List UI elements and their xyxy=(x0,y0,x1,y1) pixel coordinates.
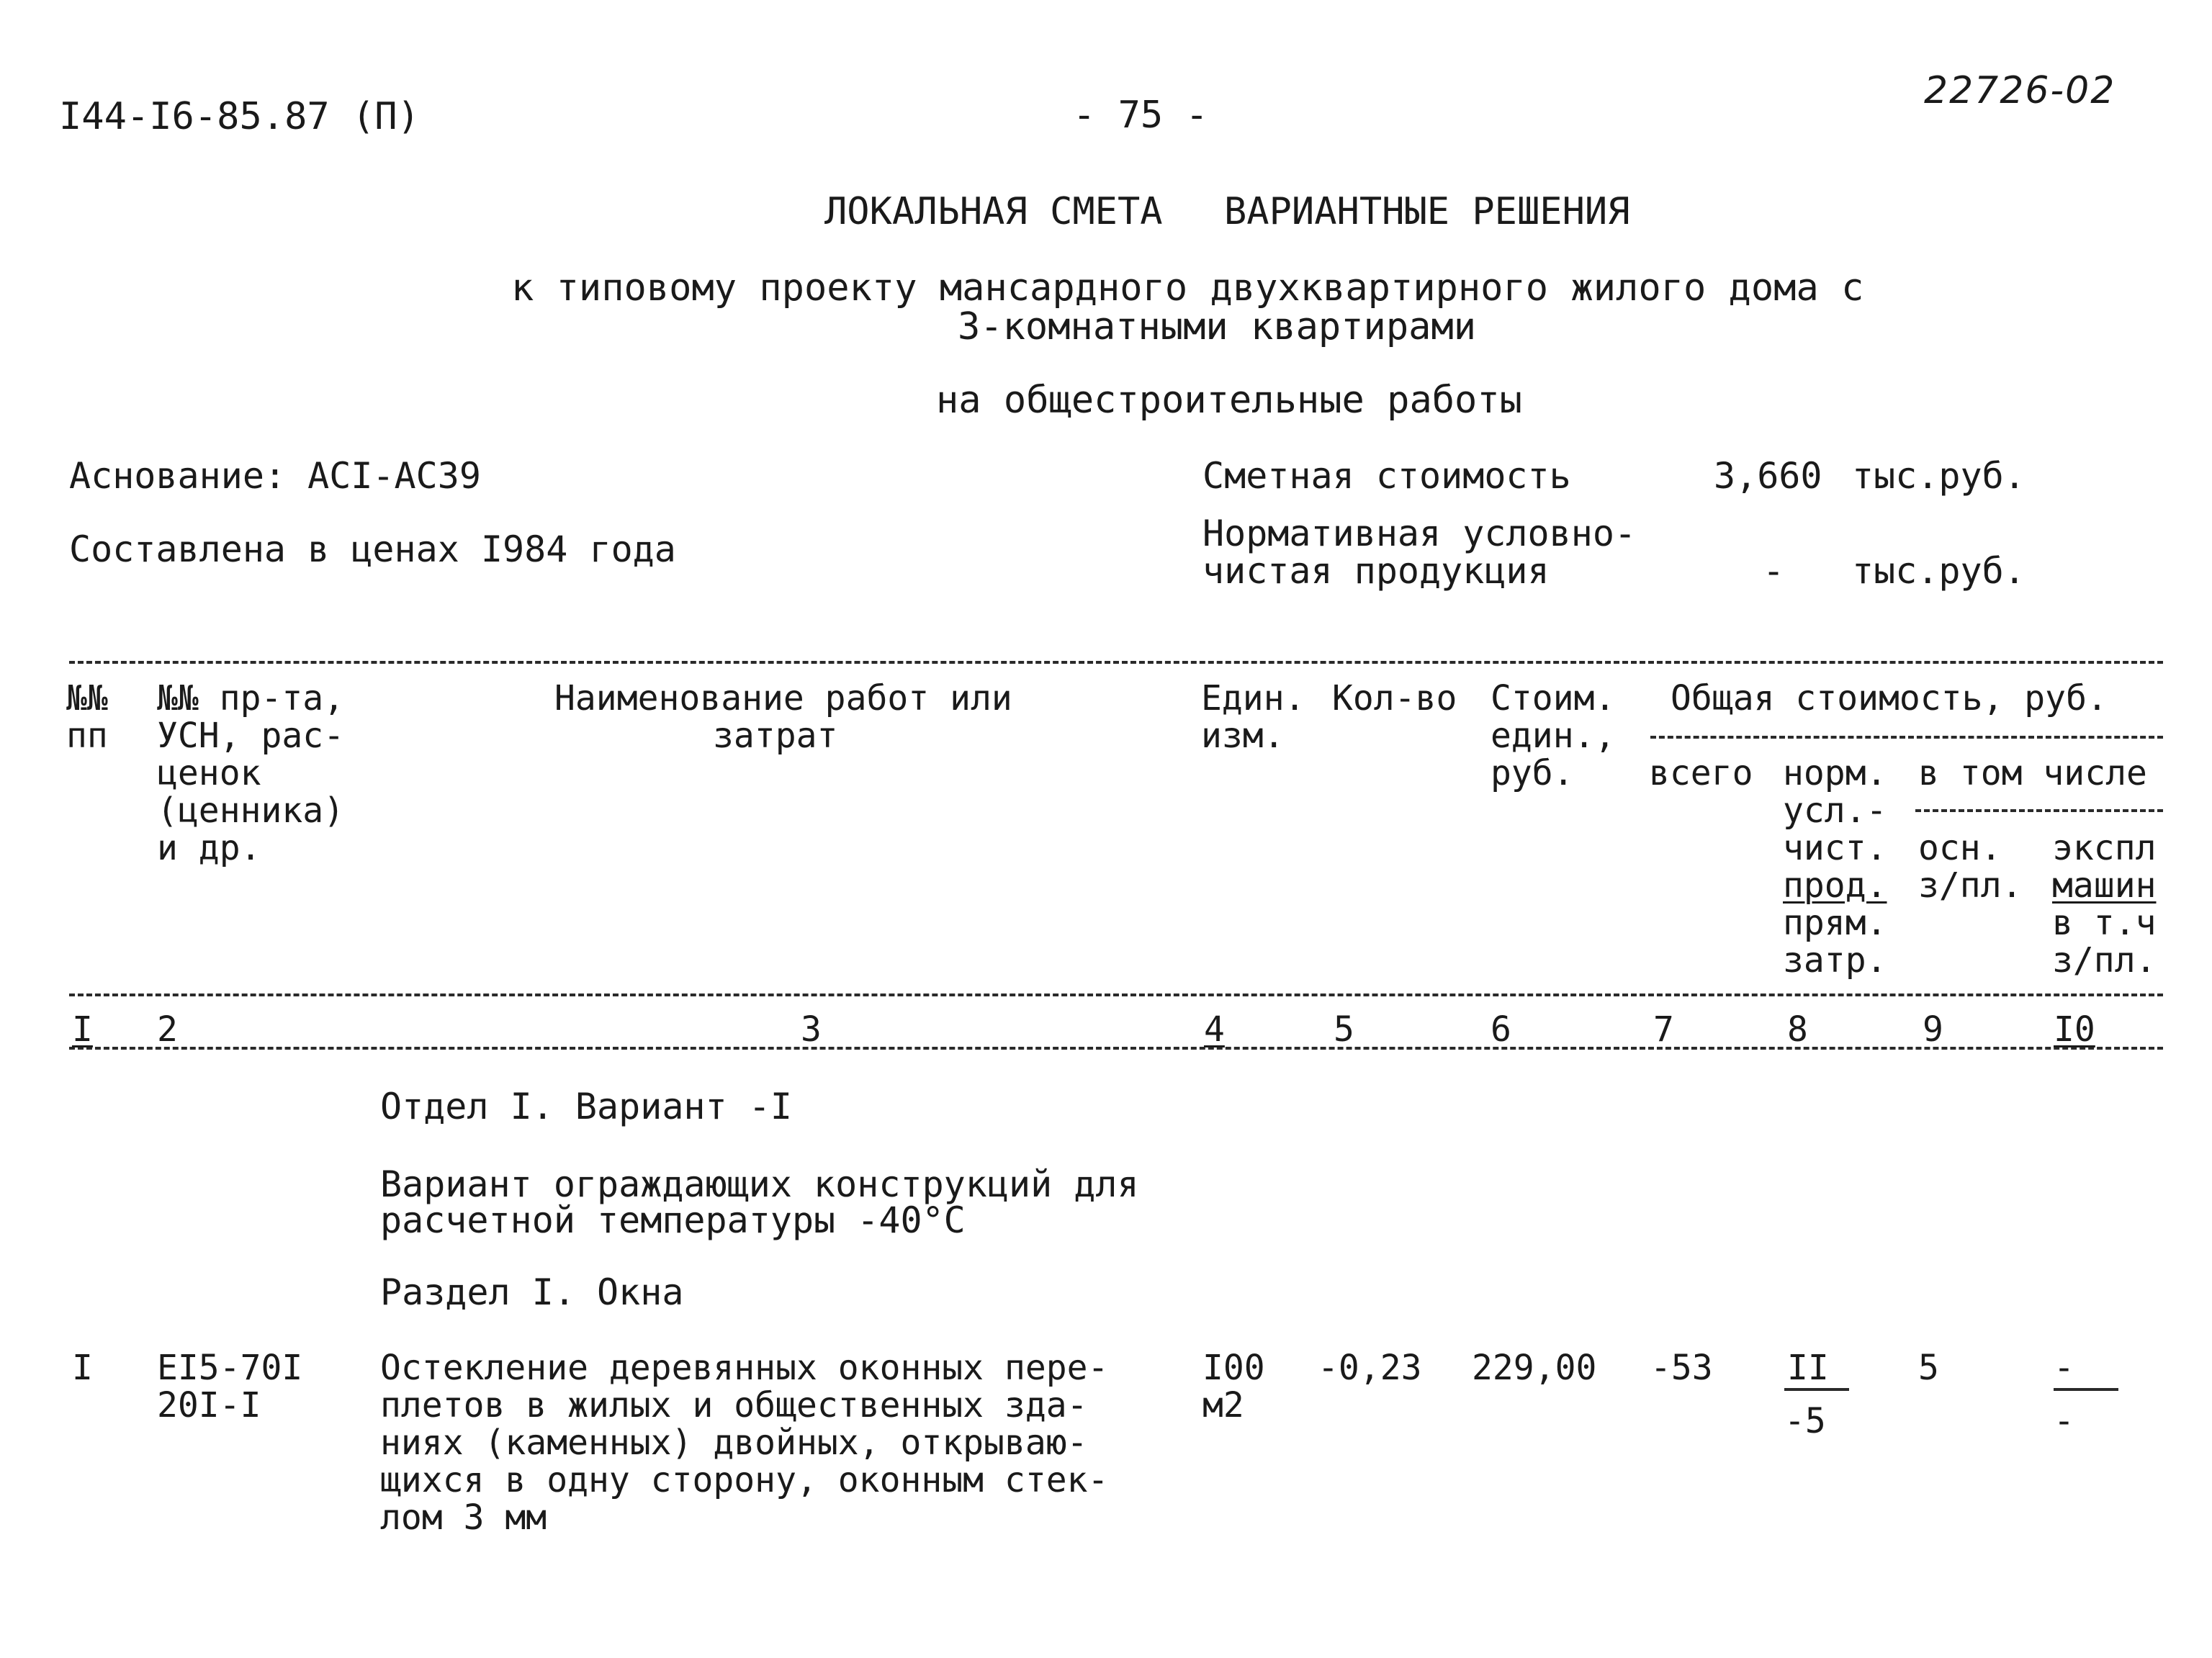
header-unit: Един. изм. xyxy=(1201,678,1305,756)
row-base-salary: 5 xyxy=(1918,1348,1939,1388)
header-machine-operation: экспл xyxy=(2052,828,2157,868)
row-machine-fraction-line xyxy=(2054,1388,2118,1391)
header-including: в том числе xyxy=(1918,753,2147,793)
normative-product-unit: тыс.руб. xyxy=(1852,550,2026,592)
document-code: I44-I6-85.87 (П) xyxy=(59,95,420,138)
header-incl-salary: в т.ч з/пл. xyxy=(2052,903,2157,981)
page-number: - 75 - xyxy=(1073,94,1208,137)
table-top-rule xyxy=(69,661,2163,664)
header-total-cost: Общая стоимость, руб. xyxy=(1671,678,2108,718)
column-number-8: 8 xyxy=(1787,1009,1808,1050)
prices-label: Составлена в ценах I984 года xyxy=(69,528,676,570)
header-work-name-1: Наименование работ или xyxy=(554,678,1012,718)
column-number-5: 5 xyxy=(1334,1009,1354,1050)
row-normative-bottom: -5 xyxy=(1784,1401,1826,1441)
in-that-number-rule xyxy=(1915,809,2163,812)
header-machines: машин xyxy=(2052,865,2157,906)
row-normative-top: II xyxy=(1787,1348,1829,1388)
subtitle-line-3: на общестроительные работы xyxy=(936,379,1522,422)
header-total: всего xyxy=(1649,753,1753,793)
row-normative-fraction-line xyxy=(1784,1388,1849,1391)
part-heading: Раздел I. Окна xyxy=(380,1271,684,1313)
row-work-name: Остекление деревянных оконных пере- плетов в жилых и общественных зда- ниях (каменных) двойных, открываю- щихся в одну сторону, оконным стек- лом 3 мм xyxy=(380,1348,1109,1538)
header-project-code: №№ пр-та, УСН, рас- ценок (ценника) и др. xyxy=(157,678,345,868)
division-heading: Отдел I. Вариант -I xyxy=(380,1086,792,1127)
column-number-3: 3 xyxy=(801,1009,822,1050)
header-item-number: №№ пп xyxy=(66,678,108,756)
header-work-name-2: затрат xyxy=(713,716,838,756)
total-cost-rule xyxy=(1650,736,2163,739)
variant-heading-2: расчетной температуры -40°С xyxy=(380,1199,966,1241)
column-number-2: 2 xyxy=(157,1009,178,1050)
header-base-salary: осн. з/пл. xyxy=(1918,828,2023,906)
normative-product-label-2: чистая продукция xyxy=(1202,550,1550,592)
header-normative-product: прод. xyxy=(1783,865,1887,906)
column-number-10: I0 xyxy=(2054,1009,2095,1050)
estimated-cost-value: 3,660 xyxy=(1714,455,1822,497)
estimated-cost-label: Сметная стоимость xyxy=(1202,455,1571,497)
header-quantity: Кол-во xyxy=(1332,678,1457,718)
variant-heading-1: Вариант ограждающих конструкций для xyxy=(380,1163,1139,1205)
column-number-7: 7 xyxy=(1653,1009,1674,1050)
row-total: -53 xyxy=(1650,1348,1713,1388)
title-local-estimate: ЛОКАЛЬНАЯ СМЕТА xyxy=(824,190,1163,233)
column-number-9: 9 xyxy=(1923,1009,1943,1050)
row-unit-price: 229,00 xyxy=(1472,1348,1597,1388)
subtitle-line-2: 3-комнатными квартирами xyxy=(958,305,1477,348)
normative-product-value: - xyxy=(1763,550,1785,592)
header-direct-costs: прям. затр. xyxy=(1783,903,1887,981)
column-number-4: 4 xyxy=(1204,1009,1225,1050)
header-unit-cost: Стоим. един., руб. xyxy=(1491,678,1616,793)
row-machine-bottom: - xyxy=(2054,1401,2074,1441)
row-machine-top: - xyxy=(2054,1348,2074,1388)
row-item-number: I xyxy=(72,1348,93,1388)
column-number-1: I xyxy=(72,1009,93,1050)
row-unit: I00 м2 xyxy=(1202,1348,1265,1425)
basis-label: Аснование: АСI-АС39 xyxy=(69,455,481,497)
header-bottom-rule xyxy=(69,994,2163,996)
row-rate-code: ЕI5-70I 20I-I xyxy=(157,1348,303,1425)
row-quantity: -0,23 xyxy=(1318,1348,1422,1388)
column-numbers-rule xyxy=(69,1047,2163,1050)
estimated-cost-unit: тыс.руб. xyxy=(1852,455,2026,497)
column-number-6: 6 xyxy=(1491,1009,1511,1050)
title-variant-solutions: ВАРИАНТНЫЕ РЕШЕНИЯ xyxy=(1224,190,1630,233)
header-normative: норм. усл.- чист. xyxy=(1783,753,1887,868)
subtitle-line-1: к типовому проекту мансардного двухквартирного жилого дома с xyxy=(511,266,1864,310)
archive-number: 22726-02 xyxy=(1924,69,2116,112)
normative-product-label-1: Нормативная условно- xyxy=(1202,513,1637,554)
